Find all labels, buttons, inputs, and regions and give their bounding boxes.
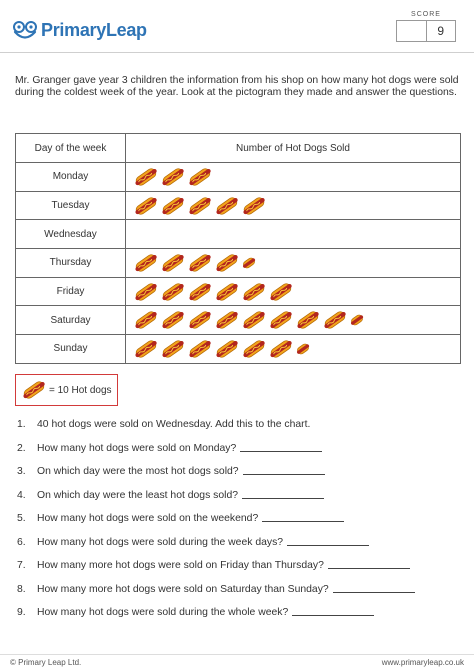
hot-dog-count-cell [126, 335, 461, 364]
hot-dog-count-cell [126, 249, 461, 278]
half-hot-dog-icon [296, 342, 310, 356]
pictogram-table [15, 133, 461, 364]
hot-dog-icon [242, 310, 266, 330]
question-item [17, 419, 310, 430]
hot-dog-icon [134, 253, 158, 273]
answer-line[interactable] [333, 584, 415, 593]
hot-dog-icon [22, 380, 46, 400]
day-label: Sunday [16, 335, 126, 364]
table-row [16, 220, 461, 249]
table-row [16, 335, 461, 364]
score-input[interactable] [397, 21, 427, 41]
pictogram-body [16, 163, 461, 364]
hot-dog-count-cell [126, 191, 461, 220]
question-number: 5. [17, 513, 26, 524]
hot-dog-icon [161, 196, 185, 216]
brand-logo[interactable] [12, 20, 147, 41]
table-row [16, 191, 461, 220]
question-number: 4. [17, 489, 26, 501]
question-number: 2. [17, 442, 26, 454]
frog-icon [12, 21, 38, 41]
day-label: Saturday [16, 306, 126, 335]
day-label: Thursday [16, 249, 126, 278]
question-text: How many more hot dogs were sold on Friday than Thursday? [37, 560, 324, 571]
pictogram-key [15, 374, 118, 406]
score-box [396, 10, 456, 42]
column-header-count: Number of Hot Dogs Sold [126, 134, 461, 163]
column-header-day: Day of the week [16, 134, 126, 163]
key-text: = 10 Hot dogs [49, 384, 112, 396]
footer-divider [0, 654, 474, 655]
hot-dog-icon [134, 167, 158, 187]
answer-line[interactable] [287, 537, 369, 546]
hot-dog-icon [215, 196, 239, 216]
day-label: Wednesday [16, 220, 126, 249]
hot-dog-icon [242, 282, 266, 302]
question-item [17, 584, 415, 595]
hot-dog-count-cell [126, 163, 461, 192]
score-fields [396, 20, 456, 42]
question-item [17, 537, 369, 548]
hot-dog-icon [296, 310, 320, 330]
hot-dog-icon [161, 310, 185, 330]
hot-dog-icon [161, 253, 185, 273]
hot-dog-icon [188, 196, 212, 216]
hot-dog-count-cell[interactable] [126, 220, 461, 249]
hot-dog-icon [188, 253, 212, 273]
day-label: Monday [16, 163, 126, 192]
table-header-row [16, 134, 461, 163]
hot-dog-icon [161, 282, 185, 302]
header-divider [0, 52, 474, 53]
answer-line[interactable] [262, 513, 344, 522]
question-number: 7. [17, 560, 26, 571]
hot-dog-icon [134, 196, 158, 216]
score-total: 9 [437, 24, 445, 38]
hot-dog-icon [215, 253, 239, 273]
question-item [17, 490, 324, 501]
question-number: 3. [17, 466, 26, 477]
answer-line[interactable] [292, 607, 374, 616]
hot-dog-icon [323, 310, 347, 330]
question-text: How many hot dogs were sold during the whole week? [37, 607, 289, 618]
hot-dog-icon [188, 167, 212, 187]
question-item [17, 443, 322, 454]
hot-dog-icon [188, 282, 212, 302]
answer-line[interactable] [240, 443, 322, 452]
hot-dog-count-cell [126, 306, 461, 335]
question-number: 6. [17, 536, 26, 548]
hot-dog-icon [161, 167, 185, 187]
question-number: 1. [17, 419, 26, 430]
hot-dog-icon [215, 339, 239, 359]
day-label: Friday [16, 277, 126, 306]
hot-dog-icon [269, 310, 293, 330]
hot-dog-count-cell [126, 277, 461, 306]
day-label: Tuesday [16, 191, 126, 220]
hot-dog-icon [188, 310, 212, 330]
hot-dog-icon [242, 196, 266, 216]
header [0, 0, 474, 52]
question-text: How many more hot dogs were sold on Saturday than Sunday? [37, 583, 329, 595]
answer-line[interactable] [328, 560, 410, 569]
hot-dog-icon [161, 339, 185, 359]
half-hot-dog-icon [350, 313, 364, 327]
intro-text: Mr. Granger gave year 3 children the information from his shop on how many hot dogs were sold during the coldest week of the year. Look at the pictogram they made and answer the questions. [15, 75, 459, 99]
table-row [16, 277, 461, 306]
table-row [16, 249, 461, 278]
question-item [17, 466, 325, 477]
hot-dog-icon [188, 339, 212, 359]
question-item [17, 560, 410, 571]
question-text: How many hot dogs were sold on Monday? [37, 442, 237, 454]
answer-line[interactable] [242, 490, 324, 499]
table-row [16, 163, 461, 192]
question-text: How many hot dogs were sold during the week days? [37, 536, 284, 548]
hot-dog-icon [269, 339, 293, 359]
table-row [16, 306, 461, 335]
brand-name: PrimaryLeap [41, 20, 147, 40]
answer-line[interactable] [243, 466, 325, 475]
question-number: 9. [17, 607, 26, 618]
question-number: 8. [17, 583, 26, 595]
hot-dog-icon [242, 339, 266, 359]
hot-dog-icon [134, 339, 158, 359]
question-item [17, 513, 344, 524]
hot-dog-icon [134, 310, 158, 330]
half-hot-dog-icon [242, 256, 256, 270]
footer-copyright: © Primary Leap Ltd. [10, 658, 82, 667]
footer-website[interactable]: www.primaryleap.co.uk [381, 658, 464, 667]
hot-dog-icon [215, 310, 239, 330]
question-text: On which day were the most hot dogs sold? [37, 466, 239, 477]
question-text: How many hot dogs were sold on the weekend? [37, 513, 259, 524]
question-text: 40 hot dogs were sold on Wednesday. Add this to the chart. [37, 419, 311, 430]
question-text: On which day were the least hot dogs sold? [37, 489, 239, 501]
hot-dog-icon [215, 282, 239, 302]
question-item [17, 607, 374, 618]
score-label: SCORE [411, 11, 441, 18]
hot-dog-icon [134, 282, 158, 302]
hot-dog-icon [269, 282, 293, 302]
